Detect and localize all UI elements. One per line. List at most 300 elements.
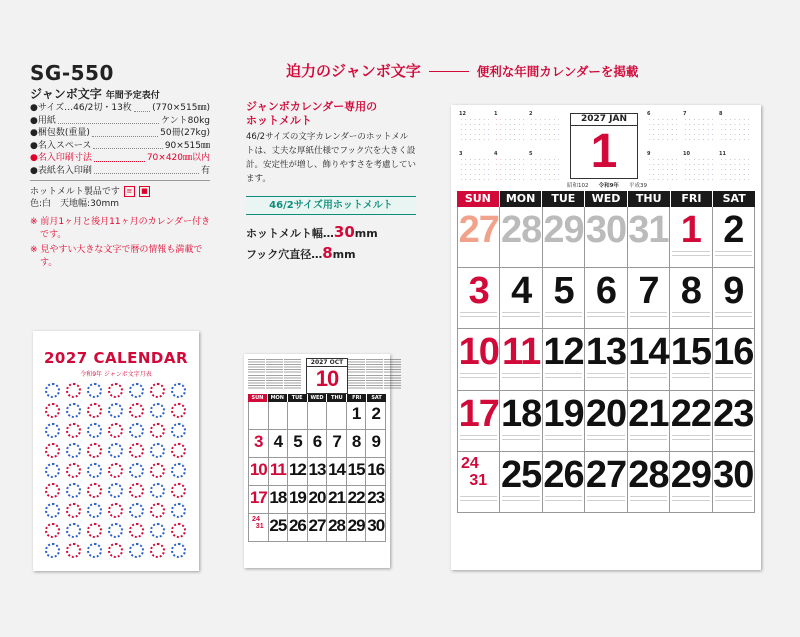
day-number: 16 — [713, 331, 754, 374]
day-cell — [543, 391, 585, 452]
pattern-dial-icon — [150, 483, 165, 498]
day-number: 7 — [332, 432, 341, 451]
day-number: 11 — [269, 460, 286, 479]
model-number: SG-550 — [30, 61, 114, 85]
day-number: 19 — [543, 392, 584, 435]
small-calendar — [244, 354, 390, 568]
small-month-number: 10 — [315, 366, 339, 391]
weekday-fri: FRI — [671, 191, 714, 207]
day-number: 30 — [585, 209, 627, 251]
pattern-dial-icon — [87, 463, 102, 478]
pattern-dial-icon — [87, 443, 102, 458]
weekday-tue: TUE — [542, 191, 585, 207]
day-cell — [543, 329, 585, 390]
mini-month-block — [348, 359, 365, 373]
mini-month — [647, 151, 679, 182]
day-note — [630, 312, 667, 320]
day-cell — [269, 430, 289, 458]
day-number: 14 — [328, 460, 346, 479]
pattern-dial-icon — [87, 543, 102, 558]
large-month-block: 2027 JAN 1 — [570, 113, 638, 179]
hotmelt-section — [246, 100, 416, 262]
day-cell — [500, 329, 542, 390]
weekday-sun: SUN — [457, 191, 500, 207]
weekday-thu: THU — [327, 394, 347, 402]
day-number: 24 — [461, 454, 479, 472]
pattern-dial-icon — [129, 383, 144, 398]
spec-row — [30, 140, 210, 153]
pattern-dial-icon — [150, 543, 165, 558]
day-note — [545, 373, 582, 381]
small-weekday-header — [248, 394, 386, 402]
day-cell — [327, 458, 347, 486]
day-cell — [308, 486, 328, 514]
pattern-dial-icon — [66, 483, 81, 498]
mini-month — [683, 151, 715, 182]
hotmelt-size-label: 46/2サイズ用ホットメルト — [246, 196, 416, 215]
large-day-grid — [457, 207, 755, 513]
day-cell — [585, 452, 627, 513]
day-cell — [585, 268, 627, 329]
product-name: ジャンボ文字 年間予定表付 — [30, 87, 160, 101]
day-note — [630, 373, 667, 381]
day-number: 18 — [269, 488, 287, 507]
cover-subtitle: 令和9年 ジャンボ文字月表 — [80, 371, 152, 378]
pattern-dial-icon — [66, 523, 81, 538]
pattern-dial-icon — [171, 383, 186, 398]
mini-month — [719, 151, 751, 182]
day-cell — [670, 391, 712, 452]
cover-calendar — [33, 331, 199, 571]
day-note — [460, 496, 497, 504]
day-cell — [308, 458, 328, 486]
day-number: 2 — [723, 209, 744, 251]
day-number: 31 — [255, 522, 264, 531]
day-cell — [249, 430, 269, 458]
day-number: 28 — [628, 453, 669, 496]
pattern-dial-icon — [171, 523, 186, 538]
day-number: 15 — [670, 331, 711, 374]
cover-title: 2027 CALENDAR — [43, 349, 189, 367]
spec-row — [30, 165, 210, 178]
mini-month-title: 8 — [719, 111, 723, 117]
day-cell — [670, 207, 712, 268]
day-note — [545, 312, 582, 320]
era-line: 昭和102 令和9年 平成39 — [567, 183, 647, 189]
small-month-block: 2027 OCT 10 — [306, 358, 348, 394]
day-note — [672, 435, 709, 443]
spec-row — [30, 127, 210, 140]
day-number: 15 — [347, 460, 365, 479]
day-number: 5 — [293, 432, 302, 451]
day-number: 1 — [351, 404, 361, 423]
mini-month-title: 1 — [494, 111, 498, 117]
pattern-dial-icon — [150, 443, 165, 458]
spec-value: 50冊(27kg) — [160, 128, 210, 138]
spec-label: ●名入印刷寸法 — [30, 153, 92, 163]
day-number: 31 — [628, 209, 669, 251]
day-cell — [366, 458, 386, 486]
day-cell — [628, 268, 670, 329]
day-cell — [327, 486, 347, 514]
day-number: 14 — [628, 331, 669, 374]
pattern-dial-icon — [129, 443, 144, 458]
pattern-dial-icon — [66, 423, 81, 438]
day-number: 4 — [273, 432, 283, 451]
day-cell — [628, 207, 670, 268]
mini-month — [494, 151, 526, 182]
large-calendar — [451, 105, 761, 570]
spec-value: ケント80kg — [161, 115, 210, 126]
mini-month-block — [248, 359, 265, 373]
day-cell — [366, 430, 386, 458]
day-number: 22 — [347, 488, 365, 507]
headline-main: 迫力のジャンボ文字 — [286, 62, 421, 80]
day-cell — [458, 452, 500, 513]
day-cell — [670, 452, 712, 513]
pattern-dial-icon — [171, 483, 186, 498]
day-cell — [585, 207, 627, 268]
pattern-dial-icon — [87, 383, 102, 398]
pattern-dial-icon — [171, 463, 186, 478]
day-number: 3 — [468, 270, 489, 313]
mini-month-title: 11 — [719, 151, 726, 157]
day-note — [502, 435, 539, 443]
pattern-dial-icon — [66, 503, 81, 518]
pattern-dial-icon — [87, 403, 102, 418]
day-cell — [327, 514, 347, 542]
day-number: 30 — [367, 516, 385, 535]
day-note — [672, 251, 709, 259]
mini-month-title: 7 — [683, 111, 687, 117]
day-number: 30 — [713, 453, 754, 496]
headline-dash — [429, 71, 469, 72]
day-number: 17 — [458, 392, 499, 435]
pattern-dial-icon — [45, 403, 60, 418]
pattern-dial-icon — [66, 443, 81, 458]
mini-month-grid: · · · · · · · · · · · · · · · · · · · · · · · · · · · · · · · · · · · — [720, 117, 750, 142]
weekday-wed: WED — [308, 394, 328, 402]
day-cell — [308, 402, 328, 430]
spec-label: ●サイズ…46/2切・13枚 — [30, 103, 132, 113]
day-cell — [585, 391, 627, 452]
mini-month-grid: · · · · · · · · · · · · · · · · · · · · · · · · · · · · · · · · · · · — [720, 157, 750, 182]
day-cell — [347, 514, 367, 542]
pattern-dial-icon — [87, 483, 102, 498]
pattern-dial-icon — [129, 403, 144, 418]
day-cell — [288, 402, 308, 430]
spec-dots — [134, 102, 150, 112]
box-icon: ■ — [139, 186, 150, 197]
pattern-dial-icon — [108, 523, 123, 538]
day-cell — [713, 452, 755, 513]
mini-month-title: 12 — [459, 111, 466, 117]
day-cell — [366, 514, 386, 542]
day-note — [545, 435, 582, 443]
pattern-dial-icon — [171, 443, 186, 458]
weekday-tue: TUE — [288, 394, 308, 402]
day-number: 7 — [638, 270, 659, 313]
day-note — [502, 496, 539, 504]
pattern-dial-icon — [45, 503, 60, 518]
day-number: 8 — [680, 270, 701, 313]
spec-label: ●名入スペース — [30, 140, 92, 151]
pattern-dial-icon — [87, 423, 102, 438]
pattern-dial-icon — [171, 543, 186, 558]
day-note — [715, 435, 752, 443]
mini-month-grid: · · · · · · · · · · · · · · · · · · · · · · · · · · · · · · · · · · · — [684, 117, 714, 142]
pattern-dial-icon — [45, 443, 60, 458]
day-cell — [249, 486, 269, 514]
day-note — [587, 312, 624, 320]
day-cell — [269, 486, 289, 514]
day-number: 17 — [249, 488, 267, 507]
day-note — [587, 435, 624, 443]
day-number: 16 — [367, 460, 385, 479]
spec-value: 90×515㎜ — [164, 140, 210, 151]
day-cell — [249, 514, 269, 542]
mini-month-block — [384, 359, 401, 373]
weekday-fri: FRI — [347, 394, 367, 402]
pattern-dial-icon — [150, 383, 165, 398]
pattern-dial-icon — [66, 543, 81, 558]
day-number: 6 — [595, 270, 617, 313]
day-note — [630, 496, 667, 504]
mini-month-block — [348, 375, 365, 389]
pattern-dial-icon — [45, 463, 60, 478]
day-number: 27 — [308, 516, 326, 535]
day-note — [502, 312, 539, 320]
mini-month — [683, 111, 715, 142]
day-note — [502, 373, 539, 381]
product-name-note: 年間予定表付 — [105, 91, 160, 101]
pattern-dial-icon — [108, 383, 123, 398]
headline-sub: 便利な年間カレンダーを掲載 — [476, 64, 639, 79]
day-cell — [500, 391, 542, 452]
day-number: 20 — [585, 392, 627, 435]
mini-month-title: 3 — [459, 151, 463, 157]
mini-month-block — [284, 375, 301, 389]
day-cell — [628, 391, 670, 452]
pattern-dial-icon — [129, 543, 144, 558]
mini-month-grid: · · · · · · · · · · · · · · · · · · · · · · · · · · · · · · · · · · · — [530, 117, 560, 142]
pattern-dial-icon — [150, 503, 165, 518]
mini-month-block — [248, 375, 265, 389]
pattern-dial-icon — [66, 403, 81, 418]
hotmelt-width: ホットメルト幅…30mm — [246, 223, 378, 241]
day-cell — [366, 486, 386, 514]
day-cell — [628, 329, 670, 390]
pattern-dial-icon — [129, 523, 144, 538]
mini-month — [459, 111, 491, 142]
mini-month-grid: · · · · · · · · · · · · · · · · · · · · · · · · · · · · · · · · · · · — [530, 157, 560, 182]
day-number: 27 — [585, 453, 627, 496]
day-cell — [249, 458, 269, 486]
pattern-dial-icon — [150, 463, 165, 478]
spec-row — [30, 102, 210, 115]
day-cell — [713, 329, 755, 390]
pattern-dial-icon — [87, 503, 102, 518]
day-number: 9 — [371, 432, 380, 451]
day-note — [545, 496, 582, 504]
day-note — [672, 496, 709, 504]
mini-month-grid: · · · · · · · · · · · · · · · · · · · · · · · · · · · · · · · · · · · — [648, 117, 678, 142]
mini-month-grid: · · · · · · · · · · · · · · · · · · · · · · · · · · · · · · · · · · · — [495, 157, 525, 182]
day-number: 18 — [500, 392, 542, 435]
day-note — [715, 373, 752, 381]
mini-month — [647, 111, 679, 142]
note-1: ※ 前月1ヶ月と後月11ヶ月のカレンダー付きです。 — [30, 217, 210, 240]
pattern-dial-icon — [45, 483, 60, 498]
spec-dots — [94, 152, 145, 162]
day-number: 21 — [328, 488, 346, 507]
day-cell — [500, 268, 542, 329]
day-note — [587, 496, 624, 504]
mini-month-grid: · · · · · · · · · · · · · · · · · · · · · · · · · · · · · · · · · · · — [684, 157, 714, 182]
spec-list — [30, 102, 210, 177]
pattern-dial-icon — [45, 423, 60, 438]
spec-row — [30, 115, 210, 128]
day-note — [672, 312, 709, 320]
spec-value: 有 — [200, 165, 210, 176]
mini-month-block — [366, 375, 383, 389]
pattern-dial-icon — [129, 463, 144, 478]
spec-dots — [92, 127, 158, 137]
day-number: 10 — [249, 460, 267, 479]
mini-month-title: 5 — [529, 151, 533, 157]
day-note — [715, 496, 752, 504]
day-cell — [308, 514, 328, 542]
large-month-number: 1 — [590, 125, 618, 178]
day-cell — [269, 514, 289, 542]
mini-month-title: 4 — [494, 151, 498, 157]
mini-month — [529, 151, 561, 182]
day-note — [630, 435, 667, 443]
spec-value: (770×515㎜) — [152, 103, 210, 113]
day-cell — [713, 207, 755, 268]
day-number: 9 — [723, 270, 744, 313]
day-number: 1 — [680, 209, 701, 251]
day-number: 26 — [543, 453, 584, 496]
pattern-dial-icon — [129, 503, 144, 518]
day-number: 28 — [328, 516, 346, 535]
day-cell — [288, 458, 308, 486]
pattern-dial-icon — [171, 423, 186, 438]
day-note — [587, 373, 624, 381]
mini-month-block — [366, 359, 383, 373]
day-cell — [500, 207, 542, 268]
day-cell — [288, 514, 308, 542]
mini-month — [459, 151, 491, 182]
day-number: 13 — [308, 460, 326, 479]
day-number: 5 — [553, 270, 574, 313]
day-cell — [458, 268, 500, 329]
day-cell — [366, 402, 386, 430]
day-cell — [327, 402, 347, 430]
pattern-dial-icon — [108, 423, 123, 438]
pattern-dial-icon — [108, 403, 123, 418]
spec-label: ●梱包数(重量) — [30, 128, 90, 138]
pattern-dial-icon — [108, 543, 123, 558]
weekday-wed: WED — [585, 191, 628, 207]
pattern-dial-icon — [108, 463, 123, 478]
small-day-grid — [248, 402, 386, 542]
day-number: 24 — [252, 515, 260, 523]
mini-month — [529, 111, 561, 142]
day-number: 19 — [288, 488, 306, 507]
day-cell — [713, 268, 755, 329]
day-number: 27 — [458, 209, 499, 251]
day-cell — [347, 430, 367, 458]
pattern-dial-icon — [129, 483, 144, 498]
divider — [30, 180, 210, 181]
hotmelt-color-note: 色:白 天地幅:30mm — [30, 199, 120, 209]
day-cell — [269, 458, 289, 486]
day-number: 23 — [367, 488, 385, 507]
pattern-dial-icon — [45, 543, 60, 558]
day-cell — [458, 329, 500, 390]
mini-month-title: 2 — [529, 111, 533, 117]
pattern-dial-icon — [171, 403, 186, 418]
weekday-sat: SAT — [713, 191, 755, 207]
hotmelt-title: ジャンボカレンダー専用のホットメルト — [246, 100, 378, 127]
day-number: 12 — [543, 331, 584, 374]
mini-month-title: 10 — [683, 151, 690, 157]
weekday-sun: SUN — [248, 394, 268, 402]
day-cell — [269, 402, 289, 430]
day-cell — [288, 486, 308, 514]
weekday-sat: SAT — [367, 394, 386, 402]
day-cell — [543, 268, 585, 329]
day-number: 3 — [254, 432, 263, 451]
spec-label: ●表紙名入印刷 — [30, 165, 92, 176]
day-note — [460, 373, 497, 381]
spec-dots — [58, 115, 159, 125]
day-number: 25 — [500, 453, 542, 496]
spec-label: ●用紙 — [30, 115, 56, 126]
pattern-dial-icon — [150, 403, 165, 418]
spec-value: 70×420㎜以内 — [146, 153, 210, 163]
pattern-dial-icon — [108, 443, 123, 458]
day-number: 23 — [713, 392, 754, 435]
day-note — [460, 312, 497, 320]
day-number-split — [461, 456, 487, 489]
mini-month-grid: · · · · · · · · · · · · · · · · · · · · · · · · · · · · · · · · · · · — [460, 117, 490, 142]
spec-dots — [94, 165, 199, 175]
day-cell — [327, 430, 347, 458]
headline — [286, 60, 638, 81]
hotmelt-note: ホットメルト製品です ≡ ■ — [30, 186, 210, 198]
day-number: 22 — [670, 392, 711, 435]
day-cell — [458, 207, 500, 268]
day-number: 13 — [585, 331, 627, 374]
mini-month-title: 9 — [647, 151, 651, 157]
day-cell — [713, 391, 755, 452]
day-number: 2 — [371, 404, 380, 423]
mini-month-block — [266, 359, 283, 373]
spec-row — [30, 152, 210, 165]
day-cell — [347, 402, 367, 430]
mini-month-grid: · · · · · · · · · · · · · · · · · · · · · · · · · · · · · · · · · · · — [495, 117, 525, 142]
day-number: 29 — [543, 209, 584, 251]
pattern-dial-icon — [150, 423, 165, 438]
day-cell — [249, 402, 269, 430]
pattern-dial-icon — [66, 463, 81, 478]
day-cell — [670, 329, 712, 390]
hotmelt-hole: フック穴直径…8mm — [246, 244, 356, 262]
mini-month-block — [284, 359, 301, 373]
day-number: 10 — [458, 331, 499, 374]
